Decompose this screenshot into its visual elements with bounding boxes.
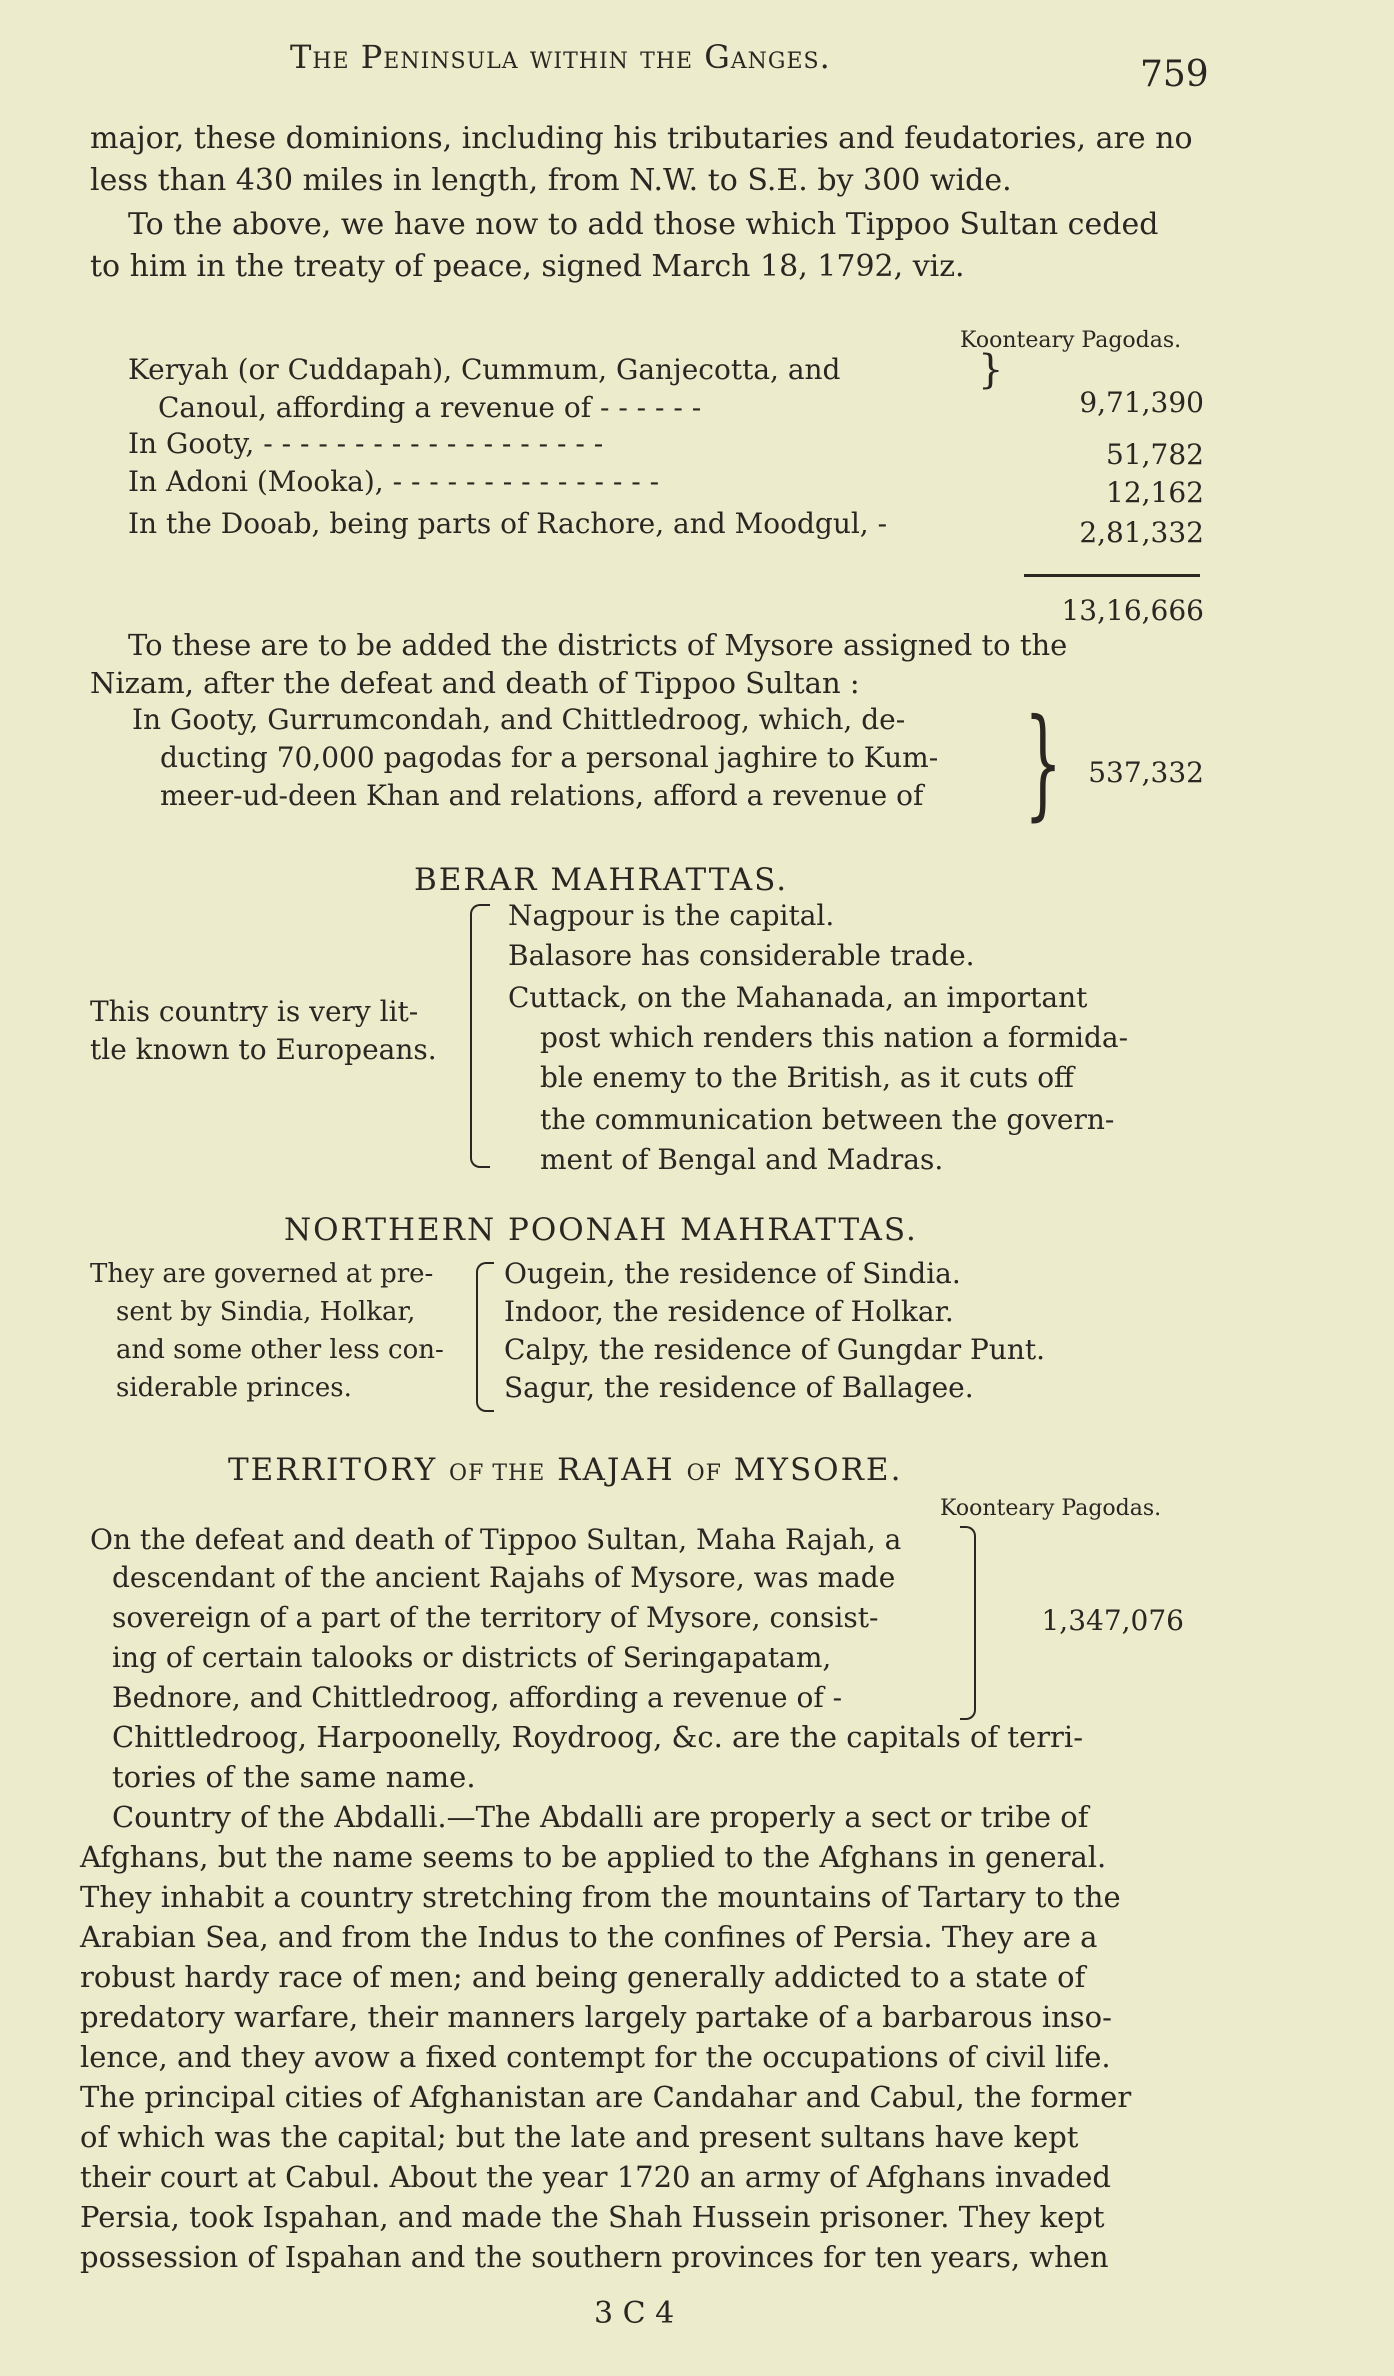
mysore-line: descendant of the ancient Rajahs of Mysore, was made — [112, 1561, 896, 1594]
closing-line: possession of Ispahan and the southern provinces for ten years, when — [80, 2240, 1109, 2274]
berar-right-line: ment of Bengal and Madras. — [540, 1143, 944, 1176]
poonah-left-line: siderable princes. — [116, 1373, 352, 1403]
column-header: Koonteary Pagodas. — [940, 1496, 1162, 1521]
mysore-value: 1,347,076 — [1041, 1604, 1184, 1637]
poonah-right-line: Indoor, the residence of Holkar. — [504, 1295, 954, 1328]
nizam-item-line: meer-ud-deen Khan and relations, afford a revenue of — [160, 779, 924, 812]
closing-line: tories of the same name. — [112, 1760, 476, 1794]
berar-left-line: This country is very lit- — [90, 995, 419, 1028]
closing-line: They inhabit a country stretching from the mountains of Tartary to the — [80, 1880, 1121, 1914]
poonah-left-line: and some other less con- — [116, 1335, 444, 1365]
cession-label: Canoul, affording a revenue of - - - - - - — [158, 391, 702, 424]
intro-line: major, these dominions, including his tributaries and feudatories, are no — [90, 121, 1193, 156]
cession-value: 2,81,332 — [1079, 516, 1204, 549]
mysore-line: On the defeat and death of Tippoo Sultan, Maha Rajah, a — [90, 1523, 902, 1556]
cession-value: 9,71,390 — [1079, 386, 1204, 419]
title-part: RAJAH — [557, 1452, 675, 1488]
closing-line: their court at Cabul. About the year 1720 an army of Afghans invaded — [80, 2160, 1111, 2194]
berar-right-line: post which renders this nation a formida- — [540, 1021, 1129, 1054]
intro-line: less than 430 miles in length, from N.W. to S.E. by 300 wide. — [90, 163, 1012, 198]
nizam-line: Nizam, after the defeat and death of Tippoo Sultan : — [90, 666, 860, 700]
berar-right-line: Cuttack, on the Mahanada, an important — [508, 981, 1088, 1014]
column-header: Koonteary Pagodas. — [960, 328, 1182, 353]
nizam-item-line: In Gooty, Gurrumcondah, and Chittledroog, which, de- — [132, 703, 906, 736]
title-part: MYSORE. — [733, 1452, 903, 1488]
page-number: 759 — [1140, 54, 1209, 95]
cession-value: 12,162 — [1106, 476, 1204, 509]
mysore-line: Bednore, and Chittledroog, affording a revenue of - — [112, 1681, 843, 1714]
poonah-left-line: They are governed at pre- — [90, 1259, 434, 1289]
title-part: OF THE — [449, 1461, 546, 1486]
closing-line: Country of the Abdalli.—The Abdalli are properly a sect or tribe of — [112, 1800, 1089, 1834]
poonah-right-line: Sagur, the residence of Ballagee. — [504, 1371, 974, 1404]
closing-line: The principal cities of Afghanistan are Candahar and Cabul, the former — [80, 2080, 1132, 2114]
section-title-berar: BERAR MAHRATTAS. — [414, 862, 789, 898]
nizam-item-line: ducting 70,000 pagodas for a personal jaghire to Kum- — [160, 741, 939, 774]
section-title-poonah: NORTHERN POONAH MAHRATTAS. — [284, 1212, 918, 1248]
brace-icon: } — [1024, 694, 1063, 833]
mysore-line: ing of certain talooks or districts of Seringapatam, — [112, 1641, 832, 1674]
poonah-right-line: Calpy, the residence of Gungdar Punt. — [504, 1333, 1046, 1366]
poonah-right-line: Ougein, the residence of Sindia. — [504, 1257, 961, 1290]
poonah-left-line: sent by Sindia, Holkar, — [116, 1297, 416, 1327]
cession-label: In the Dooab, being parts of Rachore, and Moodgul, - — [128, 507, 888, 540]
nizam-line: To these are to be added the districts of Mysore assigned to the — [128, 628, 1068, 662]
closing-line: Persia, took Ispahan, and made the Shah Hussein prisoner. They kept — [80, 2200, 1105, 2234]
cession-label: In Adoni (Mooka), - - - - - - - - - - - - - - - — [128, 465, 660, 498]
signature-mark: 3 C 4 — [594, 2296, 675, 2331]
cession-label: In Gooty, - - - - - - - - - - - - - - - - - - - — [128, 427, 604, 460]
running-title: The Peninsula within the Ganges. — [290, 38, 831, 76]
title-part: TERRITORY — [228, 1452, 438, 1488]
brace-icon — [476, 1262, 494, 1412]
closing-line: predatory warfare, their manners largely partake of a barbarous inso- — [80, 2000, 1112, 2034]
cession-value: 51,782 — [1106, 438, 1204, 471]
brace-icon — [470, 904, 490, 1168]
intro-line: to him in the treaty of peace, signed March 18, 1792, viz. — [90, 249, 965, 284]
berar-right-line: Nagpour is the capital. — [508, 899, 835, 932]
cession-label: Keryah (or Cuddapah), Cummum, Ganjecotta, and — [128, 353, 841, 386]
closing-line: Afghans, but the name seems to be applied to the Afghans in general. — [80, 1840, 1107, 1874]
closing-line: Arabian Sea, and from the Indus to the confines of Persia. They are a — [80, 1920, 1098, 1954]
closing-line: of which was the capital; but the late and present sultans have kept — [80, 2120, 1079, 2154]
nizam-value: 537,332 — [1088, 756, 1204, 789]
mysore-line: sovereign of a part of the territory of Mysore, consist- — [112, 1601, 879, 1634]
section-title-mysore — [228, 1452, 902, 1488]
brace-icon: } — [978, 347, 1004, 393]
closing-line: robust hardy race of men; and being generally addicted to a state of — [80, 1960, 1086, 1994]
title-part: OF — [686, 1461, 722, 1486]
total-rule — [1024, 574, 1200, 577]
berar-left-line: tle known to Europeans. — [90, 1033, 437, 1066]
berar-right-line: the communication between the govern- — [540, 1103, 1115, 1136]
cession-total: 13,16,666 — [1061, 594, 1204, 627]
intro-line: To the above, we have now to add those which Tippoo Sultan ceded — [128, 207, 1159, 242]
closing-line: lence, and they avow a fixed contempt for the occupations of civil life. — [80, 2040, 1111, 2074]
brace-icon — [960, 1526, 976, 1720]
berar-right-line: ble enemy to the British, as it cuts off — [540, 1061, 1074, 1094]
berar-right-line: Balasore has considerable trade. — [508, 939, 975, 972]
closing-line: Chittledroog, Harpoonelly, Roydroog, &c. are the capitals of terri- — [112, 1720, 1083, 1754]
